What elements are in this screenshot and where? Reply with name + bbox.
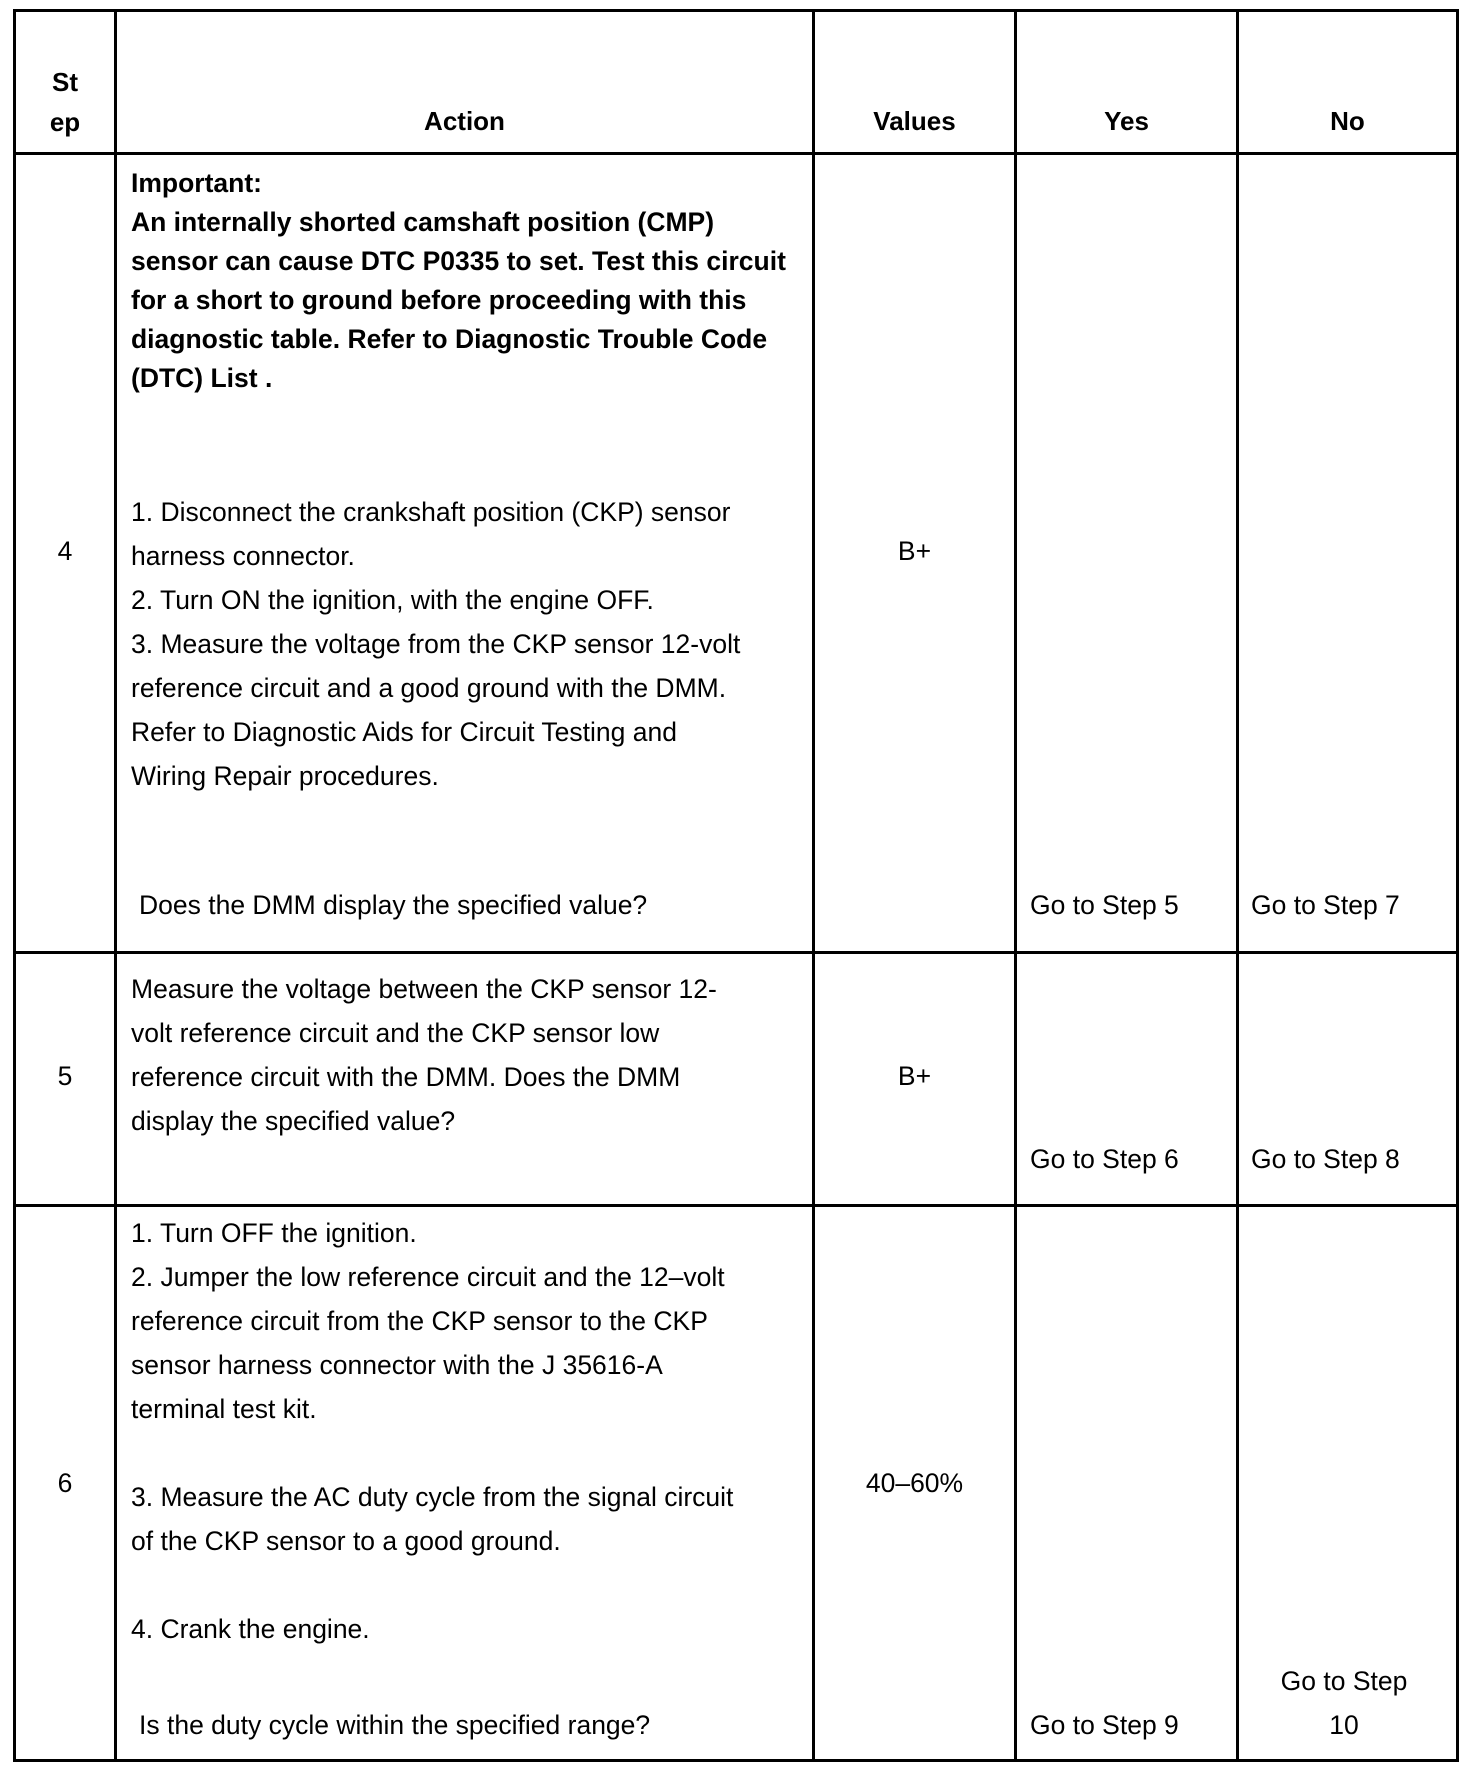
action-question: Is the duty cycle within the specified range? — [139, 1710, 651, 1740]
no-cell: Go to Step 7 — [1251, 890, 1400, 920]
row-divider — [13, 951, 1459, 954]
column-divider — [114, 9, 117, 1762]
column-divider — [1236, 9, 1239, 1762]
row-divider — [13, 1204, 1459, 1207]
header-step: St ep — [49, 67, 81, 137]
yes-cell: Go to Step 6 — [1030, 1144, 1179, 1174]
list-item: 1. Turn OFF the ignition. — [131, 1218, 417, 1248]
value-cell: 40–60% — [865, 1468, 964, 1498]
list-item: 2. Turn ON the ignition, with the engine OFF. — [131, 585, 654, 615]
list-item: 4. Crank the engine. — [131, 1614, 370, 1644]
step-number: 6 — [57, 1468, 73, 1498]
action-cell: Measure the voltage between the CKP sensor 12-volt reference circuit and the CKP sensor low reference circuit with the DMM. Does the DMM display the specified value? — [131, 974, 717, 1136]
header-action: Action — [424, 106, 505, 136]
yes-cell: Go to Step 5 — [1030, 890, 1179, 920]
no-cell: Go to Step 8 — [1251, 1144, 1400, 1174]
list-item: 3. Measure the voltage from the CKP sensor 12-volt reference circuit and a good ground with the DMM. Refer to Diagnostic Aids for Circuit Testing and Wiring Repair procedures. — [131, 629, 741, 791]
row-divider — [13, 152, 1459, 155]
list-item: 2. Jumper the low reference circuit and the 12–volt reference circuit from the CKP sensor to the CKP sensor harness connector with the J 35616-A terminal test kit. — [131, 1262, 725, 1424]
action-steps — [131, 490, 751, 798]
important-label: Important: — [131, 168, 263, 198]
step-number: 4 — [57, 536, 73, 566]
list-item: 3. Measure the AC duty cycle from the signal circuit of the CKP sensor to a good ground. — [131, 1482, 734, 1556]
table-border-bottom — [13, 1759, 1459, 1762]
value-cell: B+ — [897, 1061, 932, 1091]
value-cell: B+ — [897, 536, 932, 566]
important-note: An internally shorted camshaft position (CMP) sensor can cause DTC P0335 to set. Test this circuit for a short to ground before proceeding with this diagnostic table. Refer to Diagnostic Trouble Code (DTC) List . — [131, 207, 786, 393]
header-values: Values — [873, 106, 956, 136]
action-cell — [131, 164, 791, 398]
no-cell: Go to Step 10 — [1280, 1666, 1408, 1740]
diagnostic-table — [13, 9, 1459, 1762]
list-item: 1. Disconnect the crankshaft position (CKP) sensor harness connector. — [131, 497, 731, 571]
action-question: Does the DMM display the specified value? — [139, 890, 648, 920]
step-number: 5 — [57, 1061, 73, 1091]
yes-cell: Go to Step 9 — [1030, 1710, 1179, 1740]
header-no: No — [1330, 106, 1365, 136]
action-steps — [131, 1211, 751, 1651]
table-border-top — [13, 9, 1459, 12]
table-border-right — [1456, 9, 1459, 1762]
column-divider — [1014, 9, 1017, 1762]
header-yes: Yes — [1104, 106, 1149, 136]
